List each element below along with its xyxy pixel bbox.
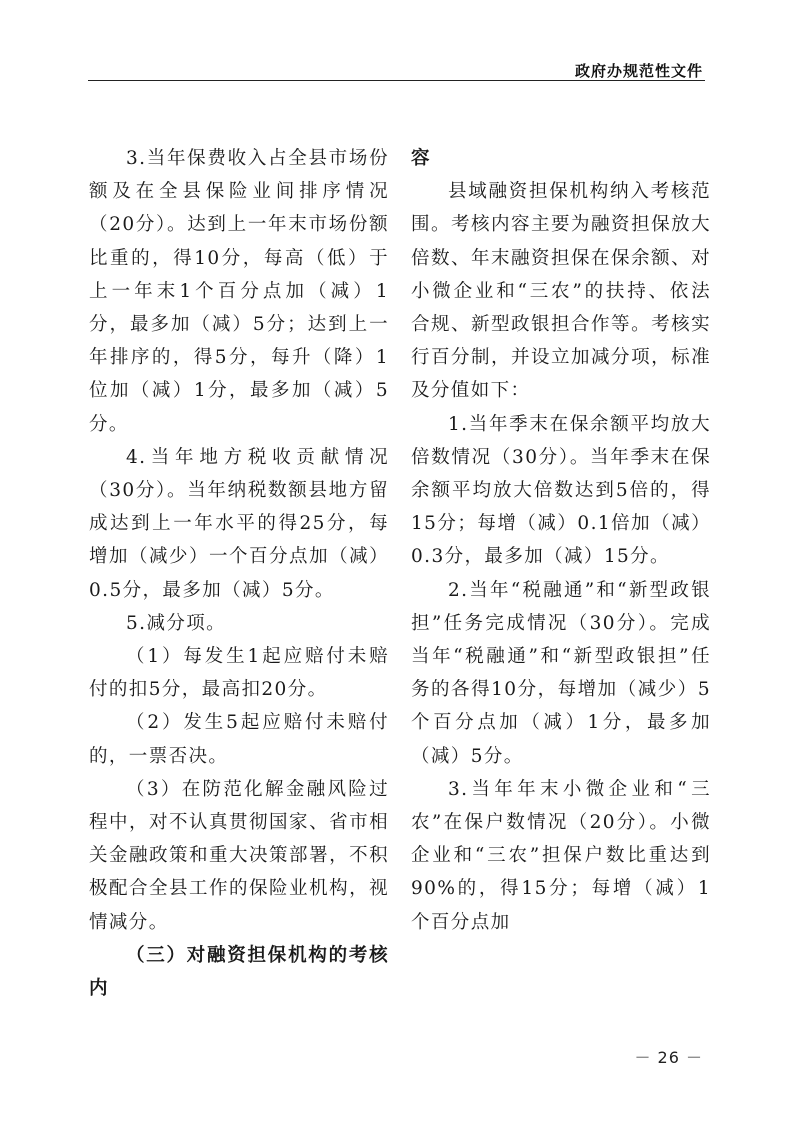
paragraph-deduction-item-2: （2）发生5起应赔付未赔付的，一票否决。 — [89, 712, 389, 767]
paragraph-market-share: 3.当年保费收入占全县市场份额及在全县保险业间排序情况（20分）。达到上一年末市场份额比重的，得10分，每高（低）于上一年末1个百分点加（减）1分，最多加（减）5分；达到上一年排序的，得5分，每升（降）1位加（减）1分，最多加（减）5分。 — [89, 148, 389, 435]
paragraph-small-business-share: 3.当年年末小微企业和“三农”在保户数情况（20分）。小微企业和“三农”担保户数比重达到90%的，得15分；每增（减）1个百分点加 — [411, 778, 711, 933]
paragraph-deduction-item-1: （1）每发生1起应赔付未赔付的扣5分，最高扣20分。 — [89, 646, 389, 701]
paragraph-leverage-ratio: 1.当年季末在保余额平均放大倍数情况（30分）。当年季末在保余额平均放大倍数达到5倍的，得15分；每增（减）0.1倍加（减）0.3分，最多加（减）15分。 — [411, 413, 711, 568]
paragraph-deduction-heading: 5.减分项。 — [126, 612, 227, 634]
section-heading-guarantee-institutions: （三）对融资担保机构的考核内 — [89, 944, 389, 1000]
document-header-title: 政府办规范性文件 — [574, 62, 703, 80]
paragraph-guarantee-scope: 县域融资担保机构纳入考核范围。考核内容主要为融资担保放大倍数、年末融资担保在保余额、对小微企业和“三农”的扶持、依法合规、新型政银担合作等。考核实行百分制，并设立加减分项，标准及分值如下： — [411, 181, 711, 402]
page-number: － 26 － — [634, 1048, 703, 1067]
paragraph-deduction-item-3: （3）在防范化解金融风险过程中，对不认真贯彻国家、省市相关金融政策和重大决策部署，不积极配合全县工作的保险业机构，视情减分。 — [89, 778, 389, 933]
paragraph-local-tax: 4.当年地方税收贡献情况（30分）。当年纳税数额县地方留成达到上一年水平的得25分，每增加（减少）一个百分点加（减）0.5分，最多加（减）5分。 — [89, 446, 389, 601]
paragraph-task-completion: 2.当年“税融通”和“新型政银担”任务完成情况（30分）。完成当年“税融通”和“新型政银担”任务的各得10分，每增加（减少）5个百分点加（减）1分，最多加（减）5分。 — [411, 579, 711, 767]
section-heading-continuation: 容 — [411, 148, 431, 169]
header-divider — [88, 80, 705, 81]
left-text-column — [89, 142, 389, 1005]
right-text-column — [411, 142, 711, 939]
